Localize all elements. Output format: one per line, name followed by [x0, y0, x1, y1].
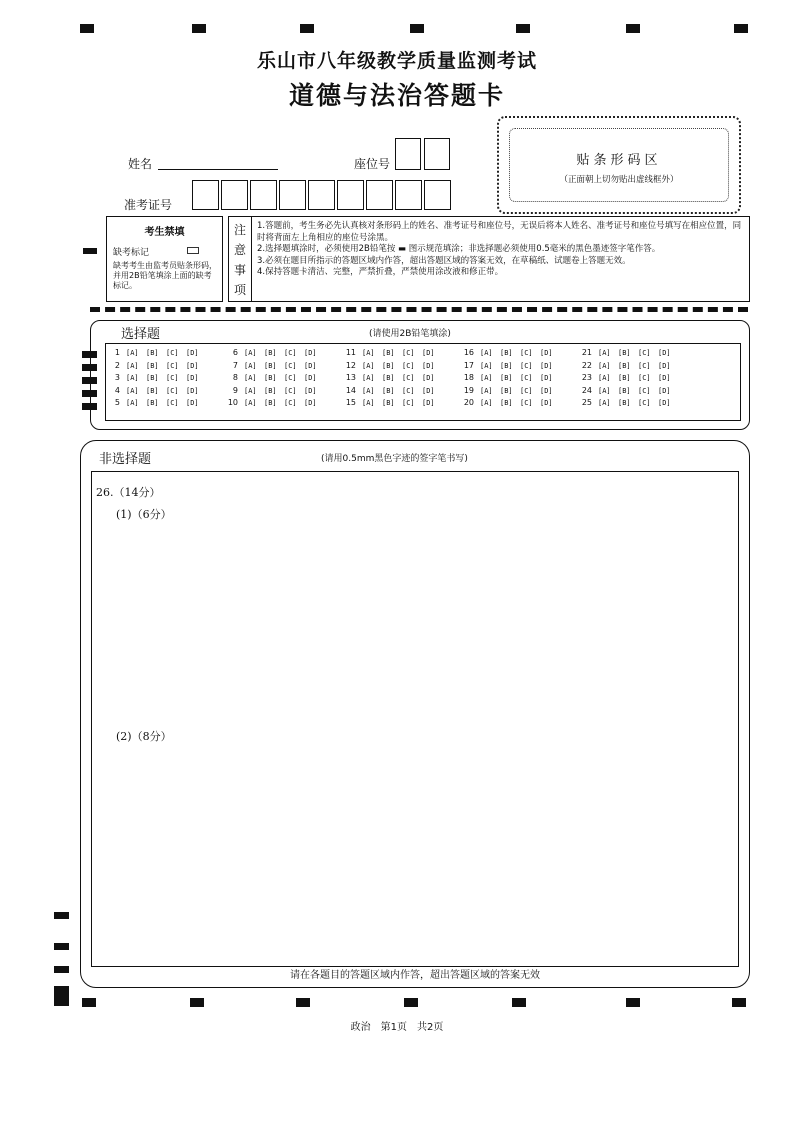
notice-heading-char: 意	[234, 243, 247, 257]
choice-question	[106, 398, 221, 407]
choice-bubble[interactable]: [C]	[402, 349, 415, 357]
question-number: 14	[345, 385, 356, 395]
question-number: 24	[581, 385, 592, 395]
question-number: 23	[581, 373, 592, 382]
question-number: 10	[227, 398, 238, 407]
notice-box	[228, 216, 750, 302]
choice-bubble[interactable]: [B]	[146, 399, 159, 407]
choice-bubble[interactable]: [B]	[146, 386, 159, 395]
exam-id-box[interactable]	[279, 180, 306, 210]
question-number: 17	[463, 360, 474, 370]
choice-bubble[interactable]: [D]	[304, 399, 317, 407]
choice-bubble[interactable]: [A]	[244, 361, 257, 370]
choice-bubble[interactable]: [D]	[304, 374, 317, 382]
choice-question	[460, 373, 575, 382]
choice-bubble[interactable]: [A]	[126, 349, 139, 357]
choice-bubble[interactable]: [B]	[618, 361, 631, 370]
question-number: 13	[345, 373, 356, 382]
choice-bubble[interactable]: [C]	[402, 399, 415, 407]
choice-bubble[interactable]: [B]	[500, 399, 513, 407]
choice-bubble[interactable]: [D]	[422, 361, 435, 370]
notice-heading-char: 项	[234, 283, 247, 297]
barcode-area	[497, 116, 741, 214]
seat-box[interactable]	[424, 138, 450, 170]
exam-id-box[interactable]	[337, 180, 364, 210]
choice-bubble[interactable]: [D]	[540, 361, 553, 370]
timing-mark	[626, 24, 640, 33]
choice-bubble[interactable]: [B]	[264, 399, 277, 407]
choice-question	[106, 361, 221, 370]
choice-title: 选择题	[121, 327, 161, 342]
choice-bubble[interactable]: [B]	[146, 374, 159, 382]
choice-bubble[interactable]: [C]	[520, 399, 533, 407]
choice-bubble[interactable]: [D]	[658, 349, 671, 357]
choice-bubble[interactable]: [B]	[264, 374, 277, 382]
choice-bubble[interactable]: [C]	[284, 386, 297, 395]
proctor-box	[106, 216, 223, 302]
choice-bubble[interactable]: [D]	[304, 386, 317, 395]
choice-question	[460, 398, 575, 407]
choice-bubble[interactable]: [C]	[638, 399, 651, 407]
question-number: 11	[345, 348, 356, 357]
question-number: 6	[232, 348, 238, 357]
choice-bubble[interactable]: [B]	[382, 361, 395, 370]
timing-mark	[54, 912, 69, 919]
choice-bubble[interactable]: [A]	[362, 386, 375, 395]
choice-bubble[interactable]: [C]	[638, 386, 651, 395]
choice-question	[224, 373, 339, 382]
choice-bubble[interactable]: [B]	[264, 361, 277, 370]
timing-mark	[82, 998, 96, 1007]
choice-bubble[interactable]: [C]	[402, 374, 415, 382]
choice-bubble[interactable]: [A]	[480, 349, 493, 357]
question-number: 4	[114, 385, 120, 395]
timing-mark	[83, 248, 97, 254]
choice-bubble[interactable]: [A]	[244, 386, 257, 395]
timing-mark	[54, 966, 69, 973]
proctor-note: 缺考考生由监考员贴条形码，并用2B铅笔填涂上面的缺考标记。	[113, 261, 217, 290]
choice-bubble[interactable]: [B]	[500, 386, 513, 395]
choice-bubble[interactable]: [B]	[500, 361, 513, 370]
choice-bubble[interactable]: [B]	[264, 349, 277, 357]
choice-bubble[interactable]: [C]	[284, 399, 297, 407]
choice-question	[342, 373, 457, 382]
separator-line	[90, 307, 748, 312]
seat-label: 座位号	[354, 157, 391, 171]
question-number: 21	[581, 348, 592, 357]
choice-bubble[interactable]: [A]	[126, 374, 139, 382]
absent-mark-box[interactable]	[187, 247, 199, 254]
exam-id-box[interactable]	[250, 180, 277, 210]
answer-area-footer: 请在各题目的答题区域内作答，超出答题区域的答案无效	[290, 970, 540, 981]
timing-mark	[54, 986, 69, 1006]
notice-item: 1.答题前，考生务必先认真核对条形码上的姓名、准考证号和座位号，无误后将本人姓名、准考证号和座位号填写在相应位置，同时将背面左上角相应的座位号涂黑。	[257, 221, 742, 243]
choice-bubble[interactable]: [C]	[638, 349, 651, 357]
question-number: 25	[581, 398, 592, 407]
choice-question	[106, 373, 221, 382]
exam-id-box[interactable]	[192, 180, 219, 210]
choice-bubble[interactable]: [C]	[520, 349, 533, 357]
choice-question	[460, 386, 575, 395]
choice-bubble[interactable]: [A]	[126, 361, 139, 370]
choice-question	[578, 386, 693, 395]
choice-question	[342, 361, 457, 370]
exam-id-box[interactable]	[366, 180, 393, 210]
choice-bubble[interactable]: [C]	[402, 386, 415, 395]
question-number: 2	[114, 360, 120, 370]
choice-bubble[interactable]: [C]	[166, 374, 179, 382]
notice-item: 3.必须在题目所指示的答题区域内作答，超出答题区域的答案无效，在草稿纸、试题卷上答题无效。	[257, 255, 631, 266]
question-number: 12	[345, 360, 356, 370]
choice-bubble[interactable]: [A]	[362, 374, 375, 382]
timing-mark	[626, 998, 640, 1007]
choice-question	[578, 398, 693, 407]
timing-mark	[54, 943, 69, 950]
choice-bubble[interactable]: [C]	[166, 349, 179, 357]
timing-mark	[512, 998, 526, 1007]
non-choice-instruction: (请用0.5mm黑色字迹的签字笔书写)	[321, 454, 468, 464]
choice-bubble[interactable]: [C]	[520, 361, 533, 370]
choice-bubble[interactable]: [B]	[382, 374, 395, 382]
choice-bubble[interactable]: [D]	[304, 349, 317, 357]
choice-question	[224, 348, 339, 357]
question-number: 5	[114, 398, 120, 407]
choice-bubble[interactable]: [A]	[244, 374, 257, 382]
choice-bubble[interactable]: [D]	[540, 374, 553, 382]
answer-area[interactable]	[91, 471, 739, 967]
choice-bubble[interactable]: [D]	[540, 386, 553, 395]
timing-mark	[192, 24, 206, 33]
notice-heading-char: 事	[234, 263, 247, 277]
question-26-label: 26.（14分）	[96, 486, 161, 499]
choice-bubble[interactable]: [B]	[146, 349, 159, 357]
exam-title: 乐山市八年级教学质量监测考试	[256, 50, 537, 72]
notice-list	[257, 221, 743, 279]
exam-id-box[interactable]	[424, 180, 451, 210]
choice-question	[342, 386, 457, 395]
choice-bubble[interactable]: [A]	[598, 386, 611, 395]
choice-bubble[interactable]: [B]	[264, 386, 277, 395]
choice-bubble[interactable]: [D]	[658, 361, 671, 370]
question-number: 7	[232, 360, 238, 370]
timing-mark	[296, 998, 310, 1007]
choice-bubble[interactable]: [C]	[284, 361, 297, 370]
notice-item: 2.选择题填涂时，必须使用2B铅笔按 ▬ 图示规范填涂；非选择题必须使用0.5毫米的黑色墨迹签字笔作答。	[257, 244, 661, 254]
barcode-inner-frame	[509, 128, 729, 202]
timing-mark	[734, 24, 748, 33]
notice-heading	[229, 217, 252, 301]
choice-bubble[interactable]: [C]	[520, 374, 533, 382]
absent-label: 缺考标记	[113, 248, 150, 258]
choice-bubble[interactable]: [C]	[638, 374, 651, 382]
name-label: 姓名	[128, 157, 153, 171]
choice-bubble[interactable]: [C]	[402, 361, 415, 370]
choice-bubble[interactable]: [D]	[422, 374, 435, 382]
choice-bubble[interactable]: [C]	[166, 361, 179, 370]
choice-bubble[interactable]: [A]	[362, 399, 375, 407]
question-number: 3	[114, 373, 120, 382]
choice-bubble[interactable]: [D]	[658, 374, 671, 382]
choice-question	[224, 361, 339, 370]
choice-bubble[interactable]: [A]	[598, 349, 611, 357]
choice-bubble[interactable]: [B]	[146, 361, 159, 370]
choice-question	[106, 386, 221, 395]
choice-bubble[interactable]: [D]	[186, 374, 199, 382]
choice-bubble[interactable]: [C]	[166, 399, 179, 407]
choice-bubble[interactable]: [A]	[598, 361, 611, 370]
question-number: 8	[232, 373, 238, 382]
choice-bubble[interactable]: [C]	[638, 361, 651, 370]
proctor-title: 考生禁填	[144, 227, 185, 238]
timing-mark	[190, 998, 204, 1007]
choice-bubble[interactable]: [C]	[284, 349, 297, 357]
timing-mark	[516, 24, 530, 33]
question-number: 16	[463, 348, 474, 357]
choice-bubble[interactable]: [C]	[284, 374, 297, 382]
question-26-1-label: (1)（6分）	[116, 508, 172, 521]
choice-bubble[interactable]: [A]	[362, 361, 375, 370]
question-number: 18	[463, 373, 474, 382]
exam-id-label: 准考证号	[124, 198, 173, 212]
choice-bubble[interactable]: [A]	[480, 399, 493, 407]
choice-question	[578, 373, 693, 382]
choice-bubble[interactable]: [A]	[480, 386, 493, 395]
choice-bubble[interactable]: [A]	[480, 374, 493, 382]
choice-bubble[interactable]: [A]	[598, 374, 611, 382]
timing-mark	[732, 998, 746, 1007]
notice-heading-char: 注	[234, 223, 247, 237]
choice-bubble[interactable]: [B]	[618, 399, 631, 407]
choice-bubble[interactable]: [D]	[422, 349, 435, 357]
choice-question	[342, 398, 457, 407]
choice-bubble[interactable]: [A]	[126, 399, 139, 407]
seat-box[interactable]	[395, 138, 421, 170]
question-number: 19	[463, 385, 474, 395]
choice-question	[106, 348, 221, 357]
choice-bubble[interactable]: [D]	[186, 399, 199, 407]
barcode-note: （正面朝上切勿贴出虚线框外）	[559, 175, 679, 185]
page-footer: 政治 第1页 共2页	[350, 1022, 444, 1033]
timing-mark	[404, 998, 418, 1007]
choice-bubble[interactable]: [D]	[540, 349, 553, 357]
exam-id-box[interactable]	[308, 180, 335, 210]
question-number: 15	[345, 398, 356, 407]
question-26-2-label: (2)（8分）	[116, 730, 172, 743]
choice-bubble[interactable]: [B]	[500, 374, 513, 382]
question-number: 1	[114, 348, 120, 357]
exam-id-box[interactable]	[221, 180, 248, 210]
non-choice-title: 非选择题	[99, 452, 152, 467]
choice-bubble[interactable]: [D]	[422, 386, 435, 395]
choice-section	[90, 320, 750, 430]
choice-bubble[interactable]: [B]	[382, 399, 395, 407]
choice-bubble[interactable]: [B]	[618, 349, 631, 357]
choice-bubble[interactable]: [A]	[362, 349, 375, 357]
choice-question	[224, 386, 339, 395]
choice-bubble[interactable]: [D]	[186, 349, 199, 357]
choice-bubble[interactable]: [B]	[382, 386, 395, 395]
choice-bubble[interactable]: [D]	[658, 399, 671, 407]
barcode-title: 贴条形码区	[576, 153, 662, 168]
choice-question	[578, 348, 693, 357]
choice-bubble[interactable]: [C]	[520, 386, 533, 395]
non-choice-section	[80, 440, 750, 988]
question-number: 20	[463, 398, 474, 407]
choice-question	[342, 348, 457, 357]
choice-bubble[interactable]: [D]	[422, 399, 435, 407]
choice-instruction: (请使用2B铅笔填涂)	[369, 329, 451, 339]
timing-mark	[300, 24, 314, 33]
choice-bubble[interactable]: [D]	[658, 386, 671, 395]
choice-bubble[interactable]: [A]	[244, 349, 257, 357]
choice-question	[224, 398, 339, 407]
choice-bubble[interactable]: [A]	[126, 386, 139, 395]
choice-question	[460, 361, 575, 370]
card-title: 道德与法治答题卡	[288, 81, 505, 110]
exam-id-box[interactable]	[395, 180, 422, 210]
choice-bubble[interactable]: [A]	[244, 399, 257, 407]
choice-bubble[interactable]: [C]	[166, 386, 179, 395]
question-number: 22	[581, 360, 592, 370]
choice-bubble[interactable]: [D]	[186, 361, 199, 370]
timing-mark	[410, 24, 424, 33]
choice-question	[578, 361, 693, 370]
choice-bubble[interactable]: [B]	[500, 349, 513, 357]
timing-mark	[80, 24, 94, 33]
notice-item: 4.保持答题卡清洁、完整，严禁折叠，严禁使用涂改液和修正带。	[257, 267, 504, 277]
choice-grid	[105, 343, 741, 421]
choice-bubble[interactable]: [D]	[304, 361, 317, 370]
name-field[interactable]	[158, 169, 278, 170]
choice-bubble[interactable]: [A]	[480, 361, 493, 370]
choice-question	[460, 348, 575, 357]
choice-bubble[interactable]: [D]	[540, 399, 553, 407]
choice-bubble[interactable]: [D]	[186, 386, 199, 395]
question-number: 9	[232, 385, 238, 395]
choice-bubble[interactable]: [B]	[382, 349, 395, 357]
choice-bubble[interactable]: [B]	[618, 386, 631, 395]
choice-bubble[interactable]: [A]	[598, 399, 611, 407]
choice-bubble[interactable]: [B]	[618, 374, 631, 382]
